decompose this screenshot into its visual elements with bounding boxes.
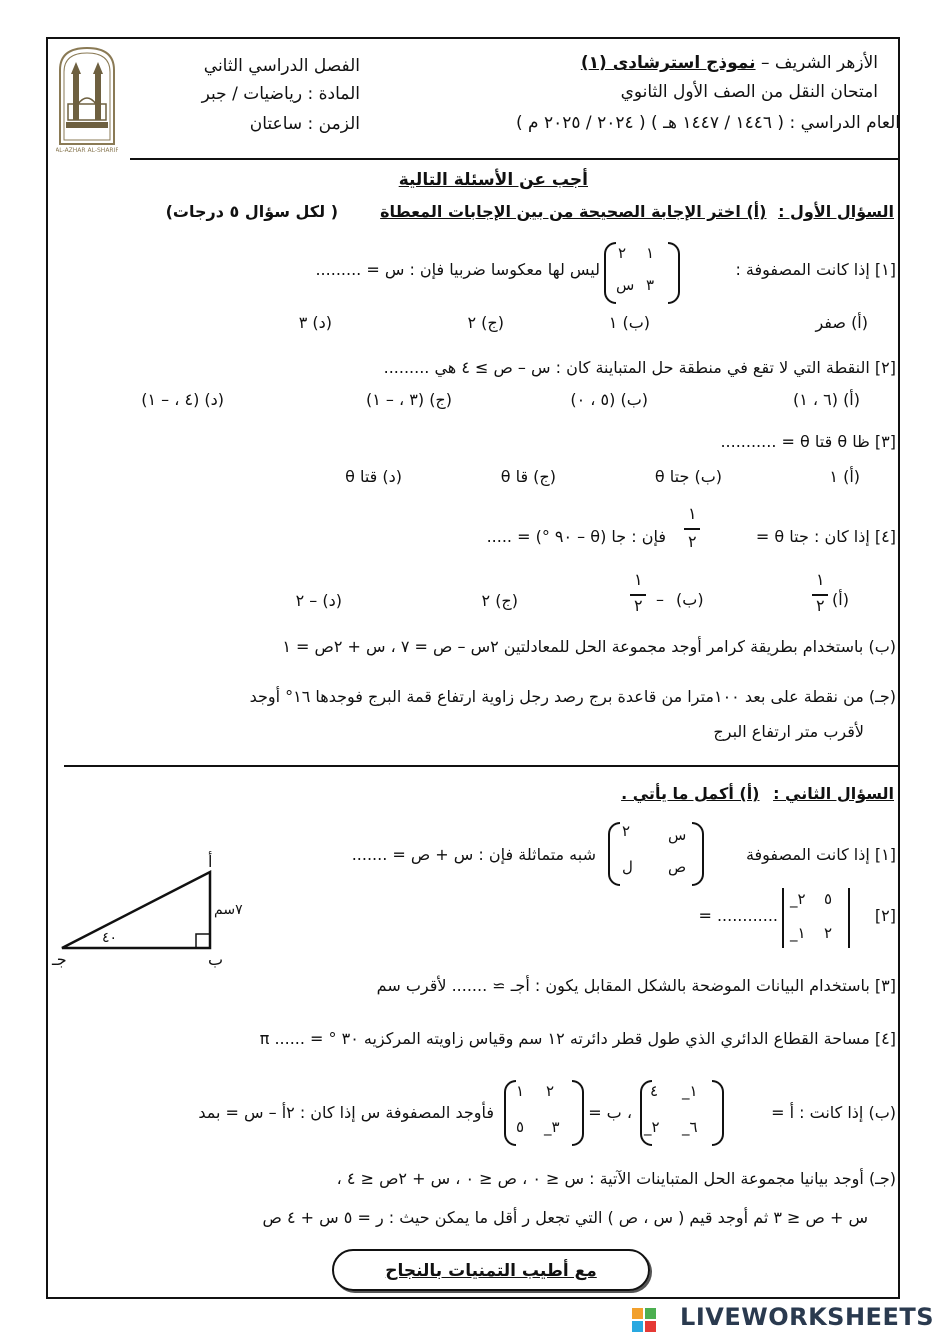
header-line2: امتحان النقل من الصف الأول الثانوي [620,82,878,102]
q2-part-b-a21: ٦_ [682,1118,698,1136]
q1-item4-num: [٤] [874,527,896,546]
q1-item4-option-d-text: – ٢ [295,591,318,610]
q2-item1-m11: س [668,826,687,844]
q2-item2-d22: ١_ [790,924,806,942]
q1-item1-text-before: إذا كانت المصفوفة : [735,260,870,279]
q2-part-c-line1: (جـ) أوجد بيانيا مجموعة الحل المتباينات الآتية : س ≤ ٠ ، ص ≤ ٠ ، س + ٢ص ≤ ٤ ، [336,1169,896,1188]
q2-item1-matrix-paren-left [608,822,620,886]
triangle-vertex-right: ب [208,950,224,969]
q2-item2-d12: ٢_ [790,890,806,908]
q2-part-b-a11: ١_ [682,1082,698,1100]
q1-item1-m21: ٣ [646,276,655,294]
q2-item1-m12: ٢ [622,822,631,840]
triangle-vertex-left: جـ [52,950,67,969]
q2-item1-m22: ل [622,858,633,876]
q2-item1-m21: ص [668,858,687,876]
q1-item4-frac-num: ١ [688,504,697,523]
q1-item4-option-d[interactable] [296,591,342,610]
q2-item3-num: [٣] [874,976,896,995]
closing-banner [332,1249,650,1291]
q1-item1-matrix-paren-right [668,242,680,304]
q1-item4-option-b-den: ٢ [634,596,643,615]
header-line1 [581,52,878,74]
q2-item4-line [260,1029,896,1048]
q2-part-c-line2: س + ص ≤ ٣ ثم أوجد قيم ( س ، ص ) التي تجعل ر أقل ما يمكن حيث : ر = ٥ س + ٤ ص [262,1208,868,1227]
q1-item4-option-b-label: (ب) [676,590,704,609]
q1-item3-line [720,432,896,451]
q2-part-b-b22: ٥ [516,1118,525,1136]
q1-item4-option-c-label: (ج) [495,591,518,610]
q2-item1-left [746,845,896,864]
q1-item4-text-after: فإن : جا (θ – ٩٠ °) = ..... [486,527,666,546]
q1-item2-option-d[interactable]: (د) (٤ ، – ١) [141,390,224,409]
q1-item4-option-c-text: ٢ [481,591,491,610]
school-name: الأزهر الشريف – [760,53,878,73]
q1-item4-option-b[interactable] [630,568,702,618]
q2-item2-num: [٢] [874,906,896,925]
logo-caption: AL-AZHAR AL-SHARIF [56,147,118,154]
q1-item4-frac-bar [684,528,700,530]
triangle-side-label: ٧سم [214,902,243,918]
subject-label: المادة : رياضيات / جبر [201,84,360,104]
q1-item1-m11: ١ [646,244,655,262]
term-label: الفصل الدراسي الثاني [203,56,360,76]
q2-item2-det-bar-right [848,888,850,948]
azhar-logo [56,44,118,156]
q1-title: السؤال الأول : [778,202,894,221]
q1-item1-option-b[interactable]: (ب) ١ [608,313,650,332]
q2-part-b-b11: ٢ [546,1082,555,1100]
q1-item1-matrix-paren-left [604,242,616,304]
q1-item2-option-b[interactable]: (ب) (٥ ، ٠) [570,390,648,409]
q1-item3-num: [٣] [874,432,896,451]
section-divider [64,765,900,767]
q2-item3-line [377,976,896,995]
q1-item4-left [756,527,896,546]
q1-item3-option-c[interactable]: (ج) قا θ [500,467,556,486]
q1-part-c-line1: (جـ) من نقطة على بعد ١٠٠مترا من قاعدة برج رصد رجل زاوية ارتفاع قمة البرج فوجدها ١٦° أوجد [249,687,896,706]
q1-item4-option-b-num: ١ [634,570,643,589]
q1-item4-option-a[interactable] [812,568,872,618]
q1-item3-option-d[interactable]: (د) قتا θ [345,467,402,486]
duration-label: الزمن : ساعتان [249,114,360,134]
q2-part-b-left: (ب) إذا كانت : أ = [771,1103,896,1122]
liveworksheets-icon [632,1308,656,1332]
q2-item1-text-after: شبه متماثلة فإن : س + ص = ....... [351,845,596,864]
q2-title: السؤال الثاني : [773,784,894,803]
q1-item3-text: ظا θ قتا θ = ........... [720,432,870,451]
q1-item1-option-a[interactable]: (أ) صفر [815,313,868,332]
q1-item2-line [384,358,896,377]
q1-item4-text-before: إذا كان : جتا θ = [755,527,870,546]
q1-item2-option-a[interactable]: (أ) (٦ ، ١) [792,390,860,409]
q2-item3-text: باستخدام البيانات الموضحة بالشكل المقابل يكون : أجـ ≃ ....... لأقرب سم [376,976,870,995]
triangle-vertex-top: أ [208,852,213,871]
closing-text: مع أطيب التمنيات بالنجاح [385,1261,597,1281]
q2-part-b-a22: ٢_ [644,1118,660,1136]
q1-item2-text: النقطة التي لا تقع في منطقة حل المتباينة كان : س – ص ≥ ٤ هي ......... [383,358,870,377]
q2-item1-num: [١] [874,845,896,864]
q2-item4-num: [٤] [874,1029,896,1048]
q2-item1-matrix-paren-right [692,822,704,886]
q1-part-a-title: (أ) اختر الإجابة الصحيحة من بين الإجابات المعطاة [380,202,767,221]
q2-item2-d11: ٥ [824,890,833,908]
q1-part-b: (ب) باستخدام بطريقة كرامر أوجد مجموعة الحل للمعادلتين ٢س – ص = ٧ ، س + ٢ص = ١ [282,637,896,656]
q1-item1-m12: ٢ [618,244,627,262]
q2-part-b-a12: ٤ [650,1082,659,1100]
q1-item4-frac-den: ٢ [688,532,697,551]
q1-item1-m22: س [616,276,635,294]
instructions-heading: أجب عن الأسئلة التالية [398,170,588,190]
q1-item4-option-a-den: ٢ [816,596,825,615]
q2-item2-text-after: = ............ [698,906,778,925]
q1-item4-option-a-label: (أ) [832,590,849,609]
model-title: نموذج استرشادى (١) [580,53,756,73]
q1-item1-left [735,260,896,279]
liveworksheets-watermark: LIVEWORKSHEETS [680,1303,934,1331]
q2-part-b-text-after: فأوجد المصفوفة س إذا كان : ٢أ – س = بمد [198,1103,494,1122]
q1-item1-num: [١] [874,260,896,279]
header-line3: العام الدراسي : ( ١٤٤٦ / ١٤٤٧ هـ ) ( ٢٠٢٤ / ٢٠٢٥ م ) [516,113,900,133]
q1-item4-option-a-num: ١ [816,570,825,589]
q1-item1-option-d[interactable]: (د) ٣ [298,313,332,332]
q2-item4-text: مساحة القطاع الدائري الذي طول قطر دائرته ١٢ سم وقياس زاويته المركزيه ٣٠ ° = ...... π [259,1029,870,1048]
q1-part-c-line2: لأقرب متر ارتفاع البرج [713,722,864,741]
header-divider [130,158,900,160]
triangle-angle-label: ٤٠ [102,930,118,946]
q2-part-b-matrix-b-paren-right [572,1080,584,1146]
q1-item4-option-c[interactable] [482,591,519,610]
q2-part-b-matrix-a-paren-left [640,1080,652,1146]
q1-item3-option-b[interactable]: (ب) جتا θ [654,467,722,486]
q1-item4-option-d-label: (د) [322,591,342,610]
q1-item1-text-after: ليس لها معكوسا ضربيا فإن : س = ......... [315,260,600,279]
q1-heading [380,202,894,221]
q2-part-b-mid: ، ب = [588,1103,632,1122]
q1-marks: ( لكل سؤال ٥ درجات) [165,202,338,221]
triangle-figure [52,852,252,969]
q2-item2-det-bar-left [782,888,784,948]
q1-item2-num: [٢] [874,358,896,377]
q2-part-a-title: (أ) أكمل ما يأتي . [621,784,760,803]
q1-item2-option-c[interactable]: (ج) (٣ ، – ١) [366,390,452,409]
q2-part-b-matrix-a-paren-right [712,1080,724,1146]
q1-item4-option-b-sign: – [656,590,664,609]
q1-item1-option-c[interactable]: (ج) ٢ [467,313,504,332]
q2-item1-text-before: إذا كانت المصفوفة [745,845,870,864]
q2-heading [621,784,894,803]
q1-item3-option-a[interactable]: (أ) ١ [829,467,860,486]
q2-part-b-b21: ٣_ [544,1118,560,1136]
q2-part-b-matrix-b-paren-left [504,1080,516,1146]
q2-item2-d21: ٢ [824,924,833,942]
q2-part-b-b12: ١ [516,1082,525,1100]
